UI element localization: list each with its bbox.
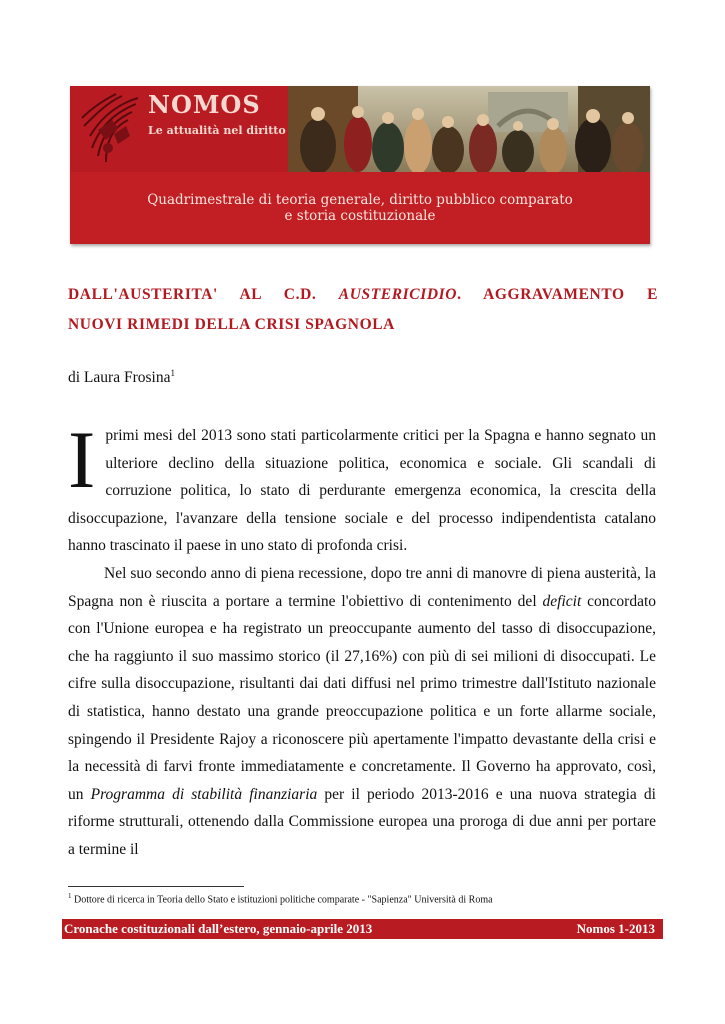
title-part-1: DALL'AUSTERITA' AL C.D. xyxy=(68,286,339,303)
paragraph-1 xyxy=(68,414,656,560)
journal-title: NOMOS xyxy=(148,90,261,119)
drop-cap: I xyxy=(68,414,96,505)
footer-section-title: Cronache costituzionali dall’estero, gennaio-aprile 2013 xyxy=(64,921,373,936)
footnote xyxy=(68,892,658,905)
journal-subtitle: Le attualità nel diritto xyxy=(148,124,286,137)
title-italic: AUSTERICIDIO xyxy=(338,286,458,303)
paragraph-2 xyxy=(68,560,656,864)
p2-text-a: Nel suo secondo anno di piena recessione, dopo tre anni di manovre di piena austerità, la Spagna non è riuscita a portare a termine l'obiettivo di contenimento del xyxy=(68,564,656,610)
article-title xyxy=(68,280,658,340)
eagle-logo-icon xyxy=(78,90,148,168)
article-title-line-2: NUOVI RIMEDI DELLA CRISI SPAGNOLA xyxy=(68,316,395,333)
title-part-2: . AGGRAVAMENTO E xyxy=(457,286,659,303)
page-footer xyxy=(62,919,663,939)
p2-text-b: concordato con l'Unione europea e ha registrato un preoccupante aumento del tasso di disoccupazione, che ha raggiunto il suo massimo storico (il 27,16%) con più di sei milioni di disoccupati. Le cifre sulla disoccupazione, risultanti dai dati diffusi nel primo trimestre dall'Istituto nazionale di statistica, hanno destato una grande preoccupazione politica e un forte allarme sociale, spingendo il Presidente Rajoy a riconoscere più apertamente l'impatto devastante della crisi e la necessità di farvi fronte immediatamente e concretamente. Il Governo ha approvato, così, un xyxy=(68,592,657,803)
historical-painting-image xyxy=(288,86,650,172)
footnote-text: Dottore di ricerca in Teoria dello Stato e istituzioni politiche comparate - "Sapienza" Università di Roma xyxy=(71,894,493,906)
tagline-line-2: e storia costituzionale xyxy=(284,208,436,224)
banner-top xyxy=(70,86,650,172)
author-line xyxy=(68,368,175,387)
article-body xyxy=(68,414,657,864)
article-title-line-1 xyxy=(68,280,658,310)
banner-tagline xyxy=(70,172,650,244)
author-name: di Laura Frosina xyxy=(68,369,171,387)
tagline-line-1: Quadrimestrale di teoria generale, diritto pubblico comparato xyxy=(147,192,573,208)
footnote-number: 1 xyxy=(68,892,72,900)
paragraph-1-text: primi mesi del 2013 sono stati particolarmente critici per la Spagna e hanno segnato un ulteriore declino della situazione politica, economica e sociale. Gli scandali di corruzione politica, lo stato di perdurante emergenza economica, la crescita della disoccupazione, l'avanzare della tensione sociale e del processo indipendentista catalano hanno trascinato il paese in uno stato di profonda crisi. xyxy=(68,427,656,555)
p2-italic-programma: Programma di stabilità finanziaria xyxy=(90,785,318,803)
p2-text-c: per il periodo 2013-2016 e una nuova strategia di riforme strutturali, ottenendo dalla Commissione europea una proroga di due anni per portare a termine il xyxy=(68,785,656,858)
p2-italic-deficit: deficit xyxy=(542,592,582,610)
journal-banner xyxy=(70,86,650,244)
footnote-ref-link[interactable]: 1 xyxy=(170,368,175,378)
footer-issue: Nomos 1-2013 xyxy=(576,921,655,936)
footnote-divider xyxy=(68,886,244,887)
